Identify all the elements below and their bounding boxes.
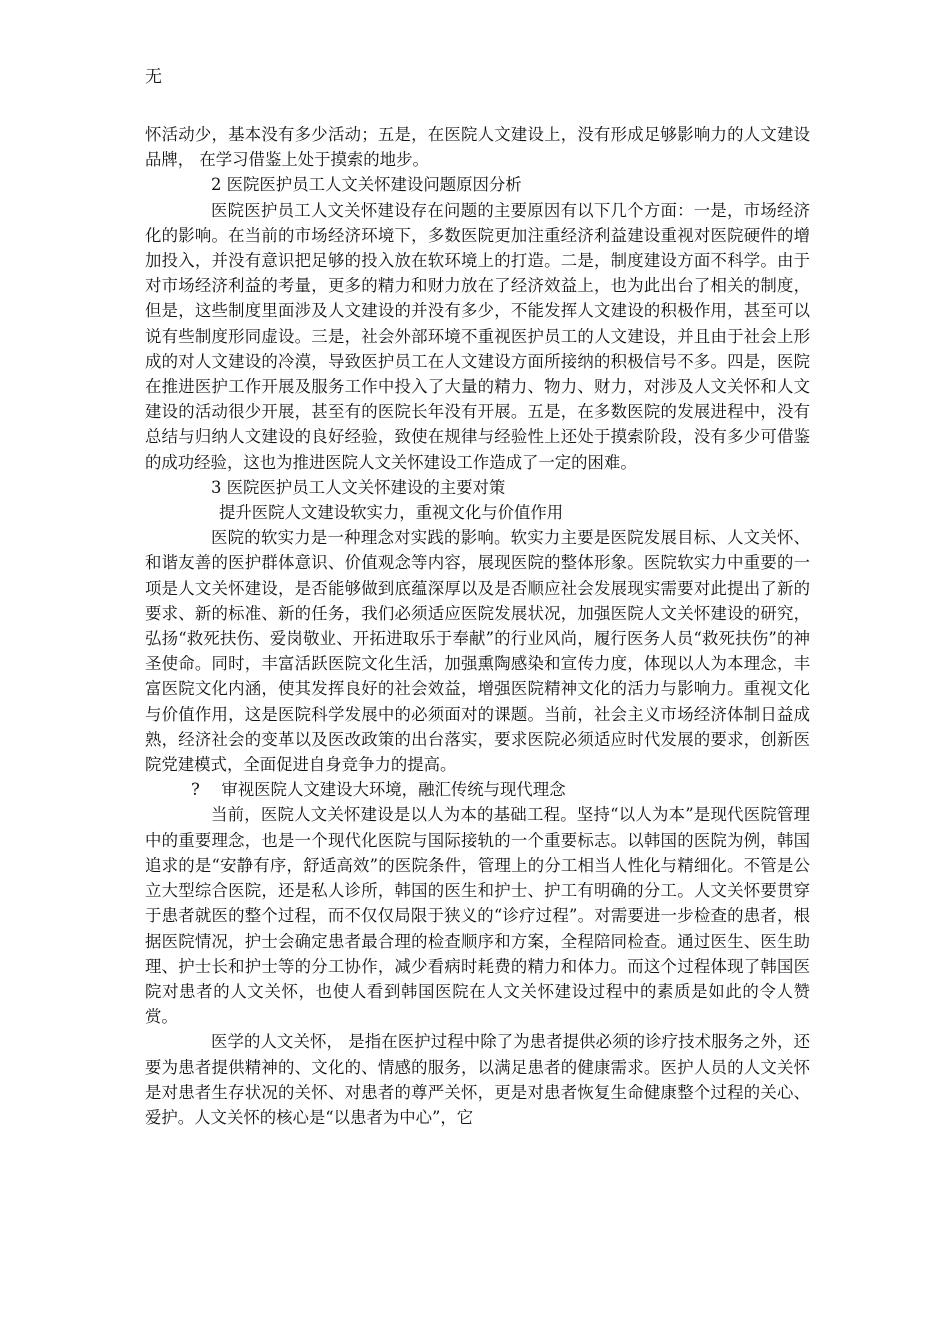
document-body: [145, 122, 810, 1130]
page-header: 无: [145, 67, 162, 87]
paragraph: 医院的软实力是一种理念对实践的影响。软实力主要是医院发展目标、人文关怀、和谐友善的医护群体意识、价值观念等内容，展现医院的整体形象。医院软实力中重要的一项是人文关怀建设，是否能够做到底蕴深厚以及是否顺应社会发展现实需要对此提出了新的要求、新的标准、新的任务，我们必须适应医院发展状况，加强医院人文关怀建设的研究，弘扬“救死扶伤、爱岗敬业、开拓进取乐于奉献”的行业风尚，履行医务人员“救死扶伤”的神圣使命。同时，丰富活跃医院文化生活，加强熏陶感染和宣传力度，体现以人为本理念，丰富医院文化内涵，使其发挥良好的社会效益，增强医院精神文化的活力与影响力。重视文化与价值作用，这是医院科学发展中的必须面对的课题。当前，社会主义市场经济体制日益成熟，经济社会的变革以及医改政策的出台落实，要求医院必须适应时代发展的要求，创新医院党建模式，全面促进自身竞争力的提高。: [145, 528, 810, 775]
paragraph: 怀活动少，基本没有多少活动；五是，在医院人文建设上，没有形成足够影响力的人文建设品牌， 在学习借鉴上处于摸索的地步。: [145, 125, 810, 170]
paragraph: 医学的人文关怀， 是指在医护过程中除了为患者提供必须的诊疗技术服务之外，还要为患者提供精神的、文化的、情感的服务，以满足患者的健康需求。医护人员的人文关怀是对患者生存状况的关怀、对患者的尊严关怀，更是对患者恢复生命健康整个过程的关心、爱护。人文关怀的核心是“以患者为中心”，它: [145, 1032, 810, 1127]
section-heading: 2 医院医护员工人文关怀建设问题原因分析: [211, 175, 522, 195]
subsection-heading: 提升医院人文建设软实力，重视文化与价值作用: [219, 503, 564, 523]
section-heading: 3 医院医护员工人文关怀建设的主要对策: [211, 477, 506, 497]
paragraph: 医院医护员工人文关怀建设存在问题的主要原因有以下几个方面：一是，市场经济化的影响。在当前的市场经济环境下，多数医院更加注重经济利益建设重视对医院硬件的增加投入，并没有意识把足够的投入放在软环境上的打造。二是，制度建设方面不科学。由于对市场经济利益的考量，更多的精力和财力放在了经济效益上，也为此出台了相关的制度，但是，这些制度里面涉及人文建设的并没有多少，不能发挥人文建设的积极作用，甚至可以说有些制度形同虚设。三是，社会外部环境不重视医护员工的人文建设，并且由于社会上形成的对人文建设的冷漠，导致医护员工在人文建设方面所接纳的积极信号不多。四是，医院在推进医护工作开展及服务工作中投入了大量的精力、物力、财力，对涉及人文关怀和人文建设的活动很少开展，甚至有的医院长年没有开展。五是，在多数医院的发展进程中，没有总结与归纳人文建设的良好经验，致使在规律与经验性上还处于摸索阶段，没有多少可借鉴的成功经验，这也为推进医院人文关怀建设工作造成了一定的困难。: [145, 200, 810, 472]
paragraph: 当前，医院人文关怀建设是以人为本的基础工程。坚持“以人为本”是现代医院管理中的重要理念，也是一个现代化医院与国际接轨的一个重要标志。以韩国的医院为例，韩国追求的是“安静有序，舒适高效”的医院条件，管理上的分工相当人性化与精细化。不管是公立大型综合医院，还是私人诊所，韩国的医生和护士、护工有明确的分工。人文关怀要贯穿于患者就医的整个过程，而不仅仅局限于狭义的“诊疗过程”。对需要进一步检查的患者，根据医院情况，护士会确定患者最合理的检查顺序和方案，全程陪同检查。通过医生、医生助理、护士长和护士等的分工协作，减少看病时耗费的精力和体力。而这个过程体现了韩国医院对患者的人文关怀，也使人看到韩国医院在人文关怀建设过程中的素质是如此的令人赞赏。: [145, 805, 810, 1027]
subsection-heading: ? 审视医院人文建设大环境，融汇传统与现代理念: [191, 780, 566, 800]
